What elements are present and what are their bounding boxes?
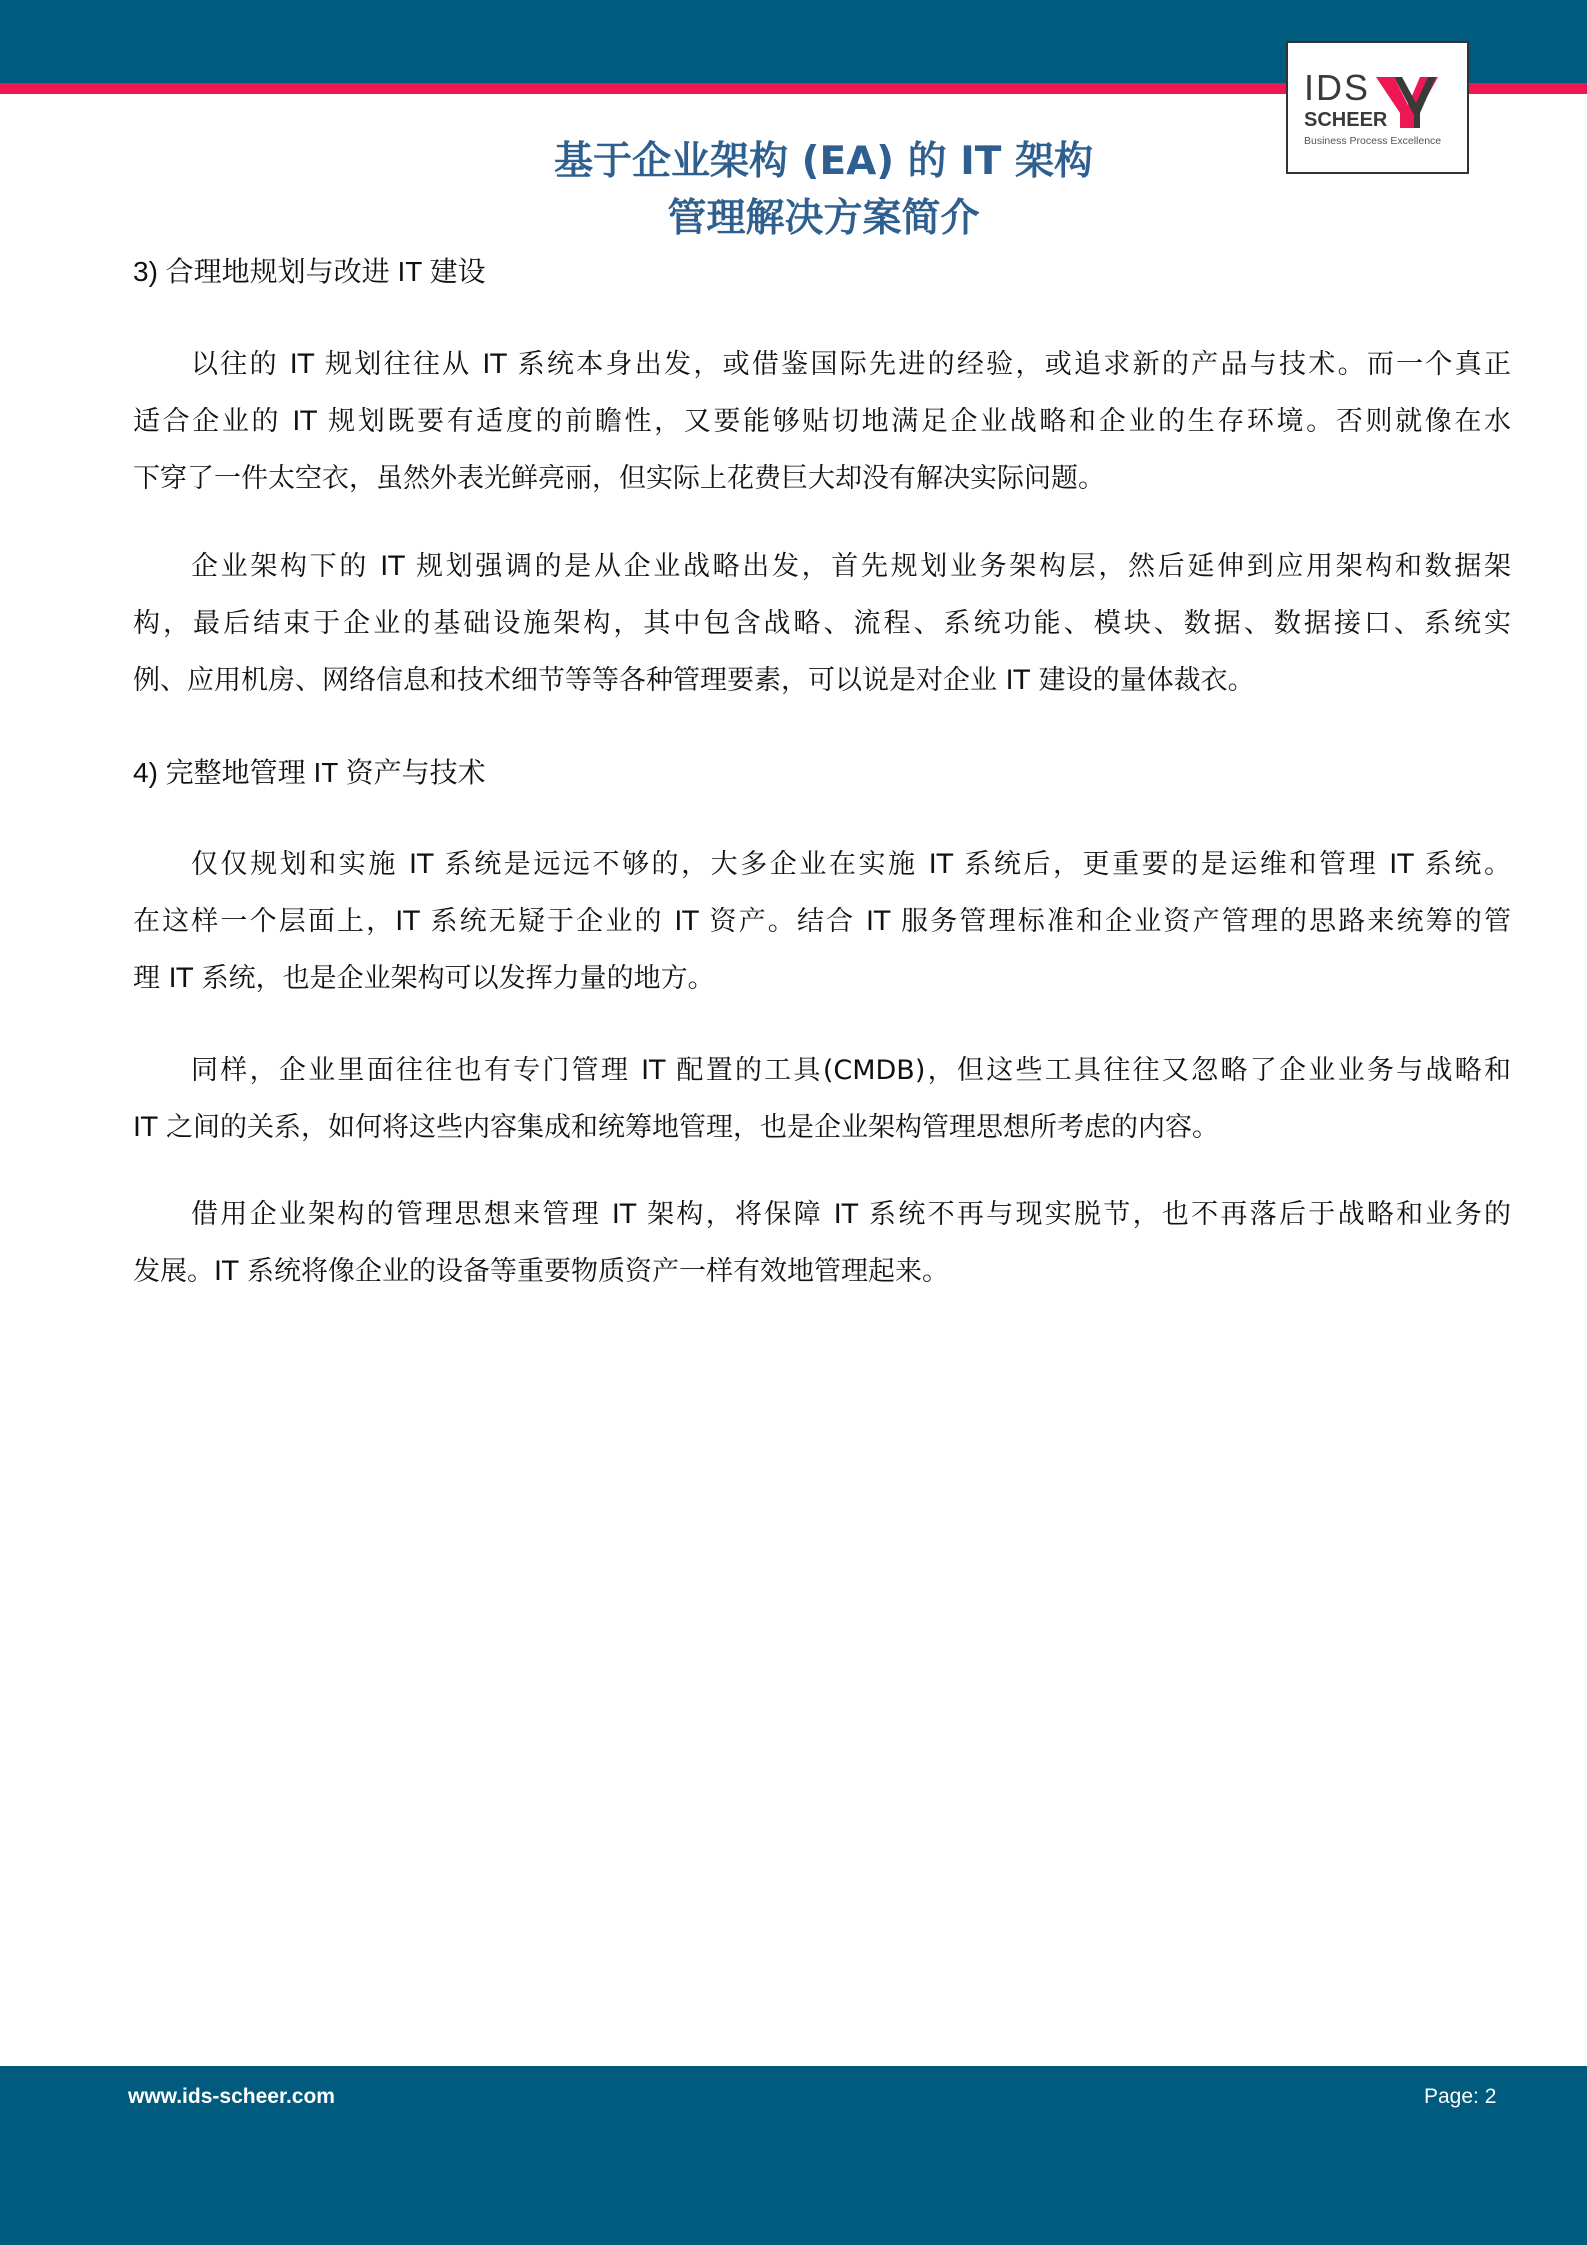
text-line: 企业架构下的 IT 规划强调的是从企业战略出发，首先规划业务架构层，然后延伸到应用架构和数据架 [191, 551, 1511, 582]
text-line: 仅仅规划和实施 IT 系统是远远不够的，大多企业在实施 IT 系统后，更重要的是运维和管理 IT 系统。 [191, 849, 1511, 880]
text-line: 发展。IT 系统将像企业的设备等重要物质资产一样有效地管理起来。 [133, 1256, 950, 1287]
page-title-line-1: 基于企业架构 (EA) 的 IT 架构 [554, 139, 1093, 184]
text-line: 例、应用机房、网络信息和技术细节等等各种管理要素，可以说是对企业 IT 建设的量体裁衣。 [133, 665, 1255, 696]
paragraph [133, 1042, 1511, 1156]
paragraph [133, 336, 1511, 507]
text-line: 适合企业的 IT 规划既要有适度的前瞻性，又要能够贴切地满足企业战略和企业的生存环境。否则就像在水 [133, 406, 1511, 437]
text-line: 以往的 IT 规划往往从 IT 系统本身出发，或借鉴国际先进的经验，或追求新的产品与技术。而一个真正 [191, 349, 1511, 380]
paragraph [133, 1186, 1511, 1300]
text-line: 构，最后结束于企业的基础设施架构，其中包含战略、流程、系统功能、模块、数据、数据接口、系统实 [133, 608, 1511, 639]
section-heading-4: 4) 完整地管理 IT 资产与技术 [133, 757, 486, 788]
text-line: IT 之间的关系，如何将这些内容集成和统筹地管理，也是企业架构管理思想所考虑的内容。 [133, 1112, 1220, 1143]
page-number: Page: 2 [1424, 2085, 1497, 2108]
paragraph [133, 538, 1511, 709]
paragraph [133, 836, 1511, 1007]
svg-text:SCHEER: SCHEER [1304, 109, 1388, 131]
text-line: 下穿了一件太空衣，虽然外表光鲜亮丽，但实际上花费巨大却没有解决实际问题。 [133, 463, 1105, 494]
svg-text:Business Process Excellence: Business Process Excellence [1304, 135, 1442, 147]
text-line: 在这样一个层面上，IT 系统无疑于企业的 IT 资产。结合 IT 服务管理标准和企业资产管理的思路来统筹的管 [133, 906, 1511, 937]
svg-text:IDS: IDS [1304, 67, 1371, 108]
text-line: 同样，企业里面往往也有专门管理 IT 配置的工具(CMDB)，但这些工具往往又忽略了企业业务与战略和 [191, 1055, 1511, 1086]
section-heading-3: 3) 合理地规划与改进 IT 建设 [133, 256, 486, 287]
page-title-line-2: 管理解决方案简介 [667, 196, 980, 241]
text-line: 借用企业架构的管理思想来管理 IT 架构，将保障 IT 系统不再与现实脱节，也不再落后于战略和业务的 [191, 1199, 1511, 1230]
text-line: 理 IT 系统，也是企业架构可以发挥力量的地方。 [133, 963, 715, 994]
footer-url: www.ids-scheer.com [128, 2085, 335, 2108]
